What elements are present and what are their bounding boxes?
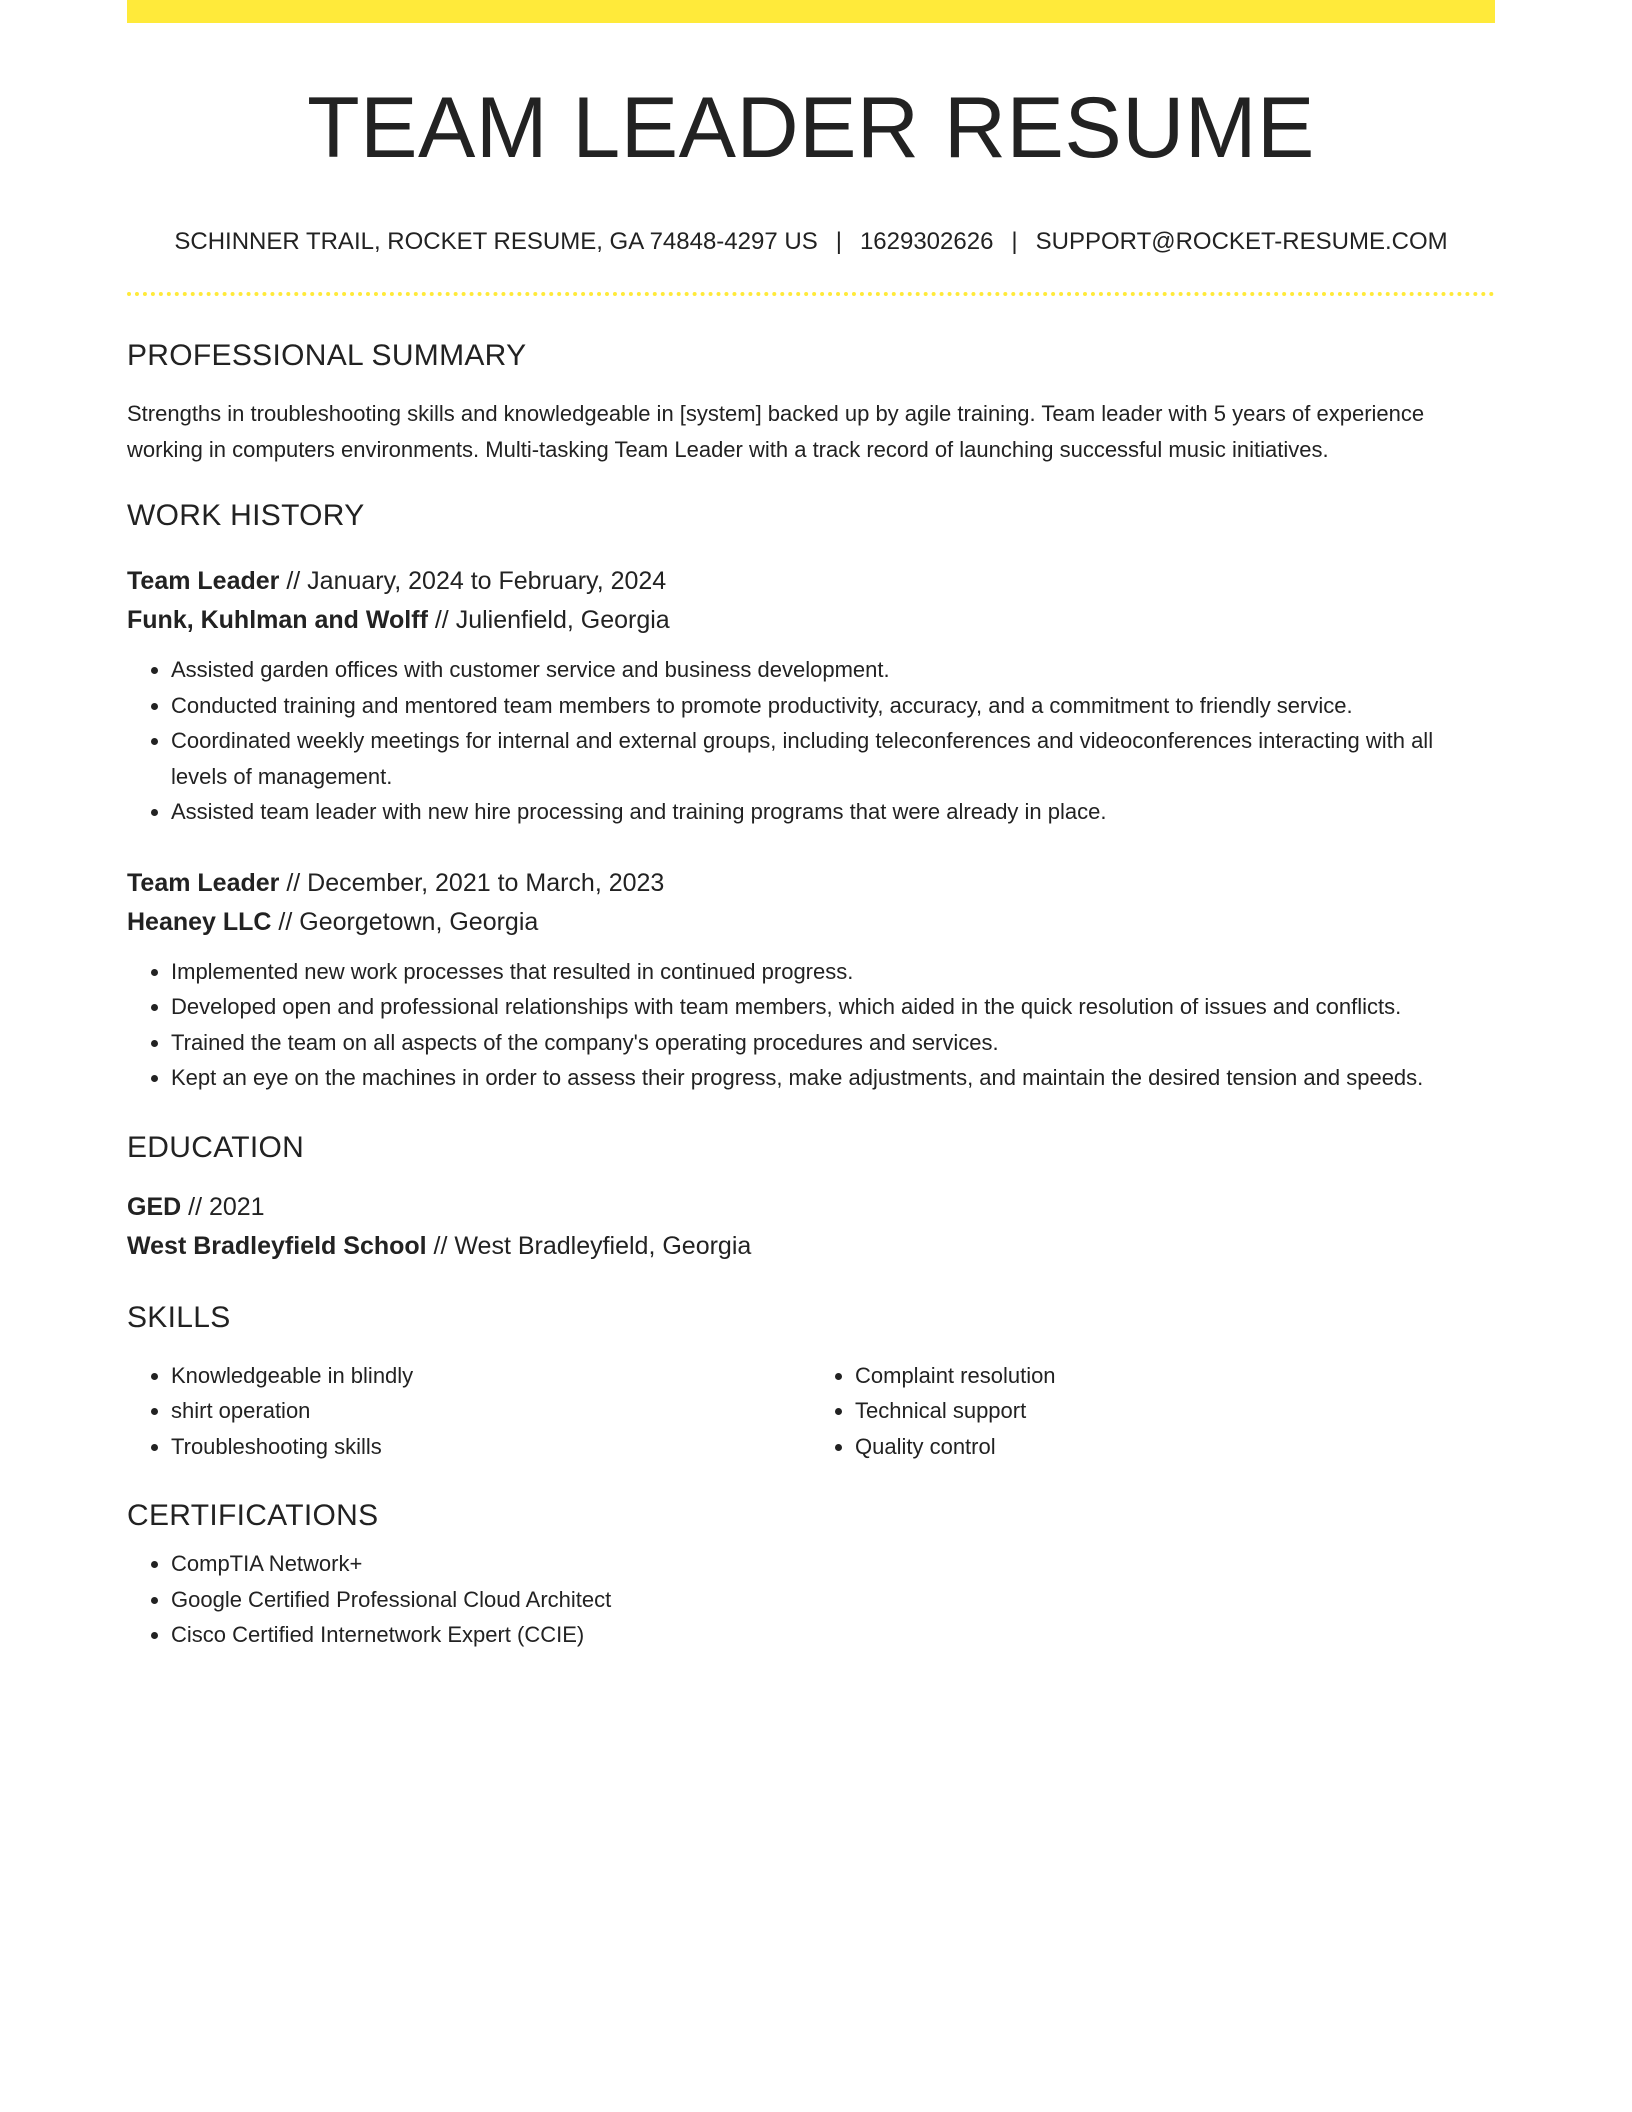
certification-item: • CompTIA Network+ <box>171 1546 1495 1582</box>
job-bullet: • Assisted team leader with new hire processing and training programs that were already in place. <box>171 794 1495 830</box>
section-title-work-history: WORK HISTORY <box>127 499 365 533</box>
education-degree-line <box>127 1188 1495 1227</box>
job-company-line <box>127 601 1495 640</box>
resume-title: TEAM LEADER RESUME <box>307 80 1315 176</box>
certifications-list <box>127 1546 1495 1653</box>
education-degree: GED <box>127 1192 182 1221</box>
job-location: // Julienfield, Georgia <box>427 606 670 635</box>
section-title-certifications: CERTIFICATIONS <box>127 1499 379 1533</box>
skill-item: • Knowledgeable in blindly <box>171 1358 811 1394</box>
accent-top-bar <box>127 0 1495 23</box>
contact-separator: | <box>835 227 842 255</box>
education-location: // West Bradleyfield, Georgia <box>426 1231 752 1260</box>
job-role-line <box>127 562 1495 601</box>
contact-phone: 1629302626 <box>859 227 994 255</box>
job-bullet: • Coordinated weekly meetings for internal and external groups, including teleconferences and videoconferences interacting with all levels of management. <box>171 723 1495 794</box>
job-entry <box>127 562 1495 830</box>
job-role: Team Leader <box>127 868 280 897</box>
contact-separator: | <box>1011 227 1018 255</box>
skill-item: • Troubleshooting skills <box>171 1429 811 1465</box>
skill-item: • Complaint resolution <box>855 1358 1495 1394</box>
job-company: Heaney LLC <box>127 907 272 936</box>
job-bullet: • Trained the team on all aspects of the company's operating procedures and services. <box>171 1025 1495 1061</box>
contact-address: SCHINNER TRAIL, ROCKET RESUME, GA 74848-4297 US <box>174 227 818 255</box>
section-title-summary: PROFESSIONAL SUMMARY <box>127 339 527 373</box>
skill-item: • shirt operation <box>171 1393 811 1429</box>
job-bullet: • Developed open and professional relationships with team members, which aided in the quick resolution of issues and conflicts. <box>171 989 1495 1025</box>
summary-text: Strengths in troubleshooting skills and knowledgeable in [system] backed up by agile training. Team leader with 5 years of experience working in computers environments. Multi-tasking Team Leader with a track record of launching successful music initiatives. <box>127 401 1425 463</box>
job-bullet: • Implemented new work processes that resulted in continued progress. <box>171 954 1495 990</box>
job-company: Funk, Kuhlman and Wolff <box>127 606 428 635</box>
job-location: // Georgetown, Georgia <box>271 907 539 936</box>
job-dates: // January, 2024 to February, 2024 <box>279 567 667 596</box>
job-dates: // December, 2021 to March, 2023 <box>279 868 665 897</box>
section-title-education: EDUCATION <box>127 1130 305 1164</box>
job-role-line <box>127 864 1495 903</box>
certification-item: • Google Certified Professional Cloud Architect <box>171 1582 1495 1618</box>
contact-line <box>127 228 1495 257</box>
resume-page <box>127 0 1495 1653</box>
education-entry <box>127 1188 1495 1266</box>
skill-item: • Quality control <box>855 1429 1495 1465</box>
skills-grid <box>127 1358 1495 1465</box>
job-bullets <box>127 652 1495 830</box>
job-bullet: • Conducted training and mentored team members to promote productivity, accuracy, and a commitment to friendly service. <box>171 688 1495 724</box>
job-role: Team Leader <box>127 567 280 596</box>
dotted-divider <box>127 292 1495 296</box>
job-bullets <box>127 954 1495 1096</box>
skills-list-left <box>127 1358 811 1465</box>
contact-email: SUPPORT@ROCKET-RESUME.COM <box>1035 227 1448 255</box>
education-school-line <box>127 1227 1495 1266</box>
job-company-line <box>127 903 1495 942</box>
education-school: West Bradleyfield School <box>127 1231 427 1260</box>
skills-list-right <box>811 1358 1495 1465</box>
section-title-skills: SKILLS <box>127 1300 231 1334</box>
job-entry <box>127 864 1495 1096</box>
certification-item: • Cisco Certified Internetwork Expert (CCIE) <box>171 1617 1495 1653</box>
skill-item: • Technical support <box>855 1393 1495 1429</box>
job-bullet: • Kept an eye on the machines in order to assess their progress, make adjustments, and maintain the desired tension and speeds. <box>171 1060 1495 1096</box>
job-bullet: • Assisted garden offices with customer service and business development. <box>171 652 1495 688</box>
education-year: // 2021 <box>181 1192 265 1221</box>
